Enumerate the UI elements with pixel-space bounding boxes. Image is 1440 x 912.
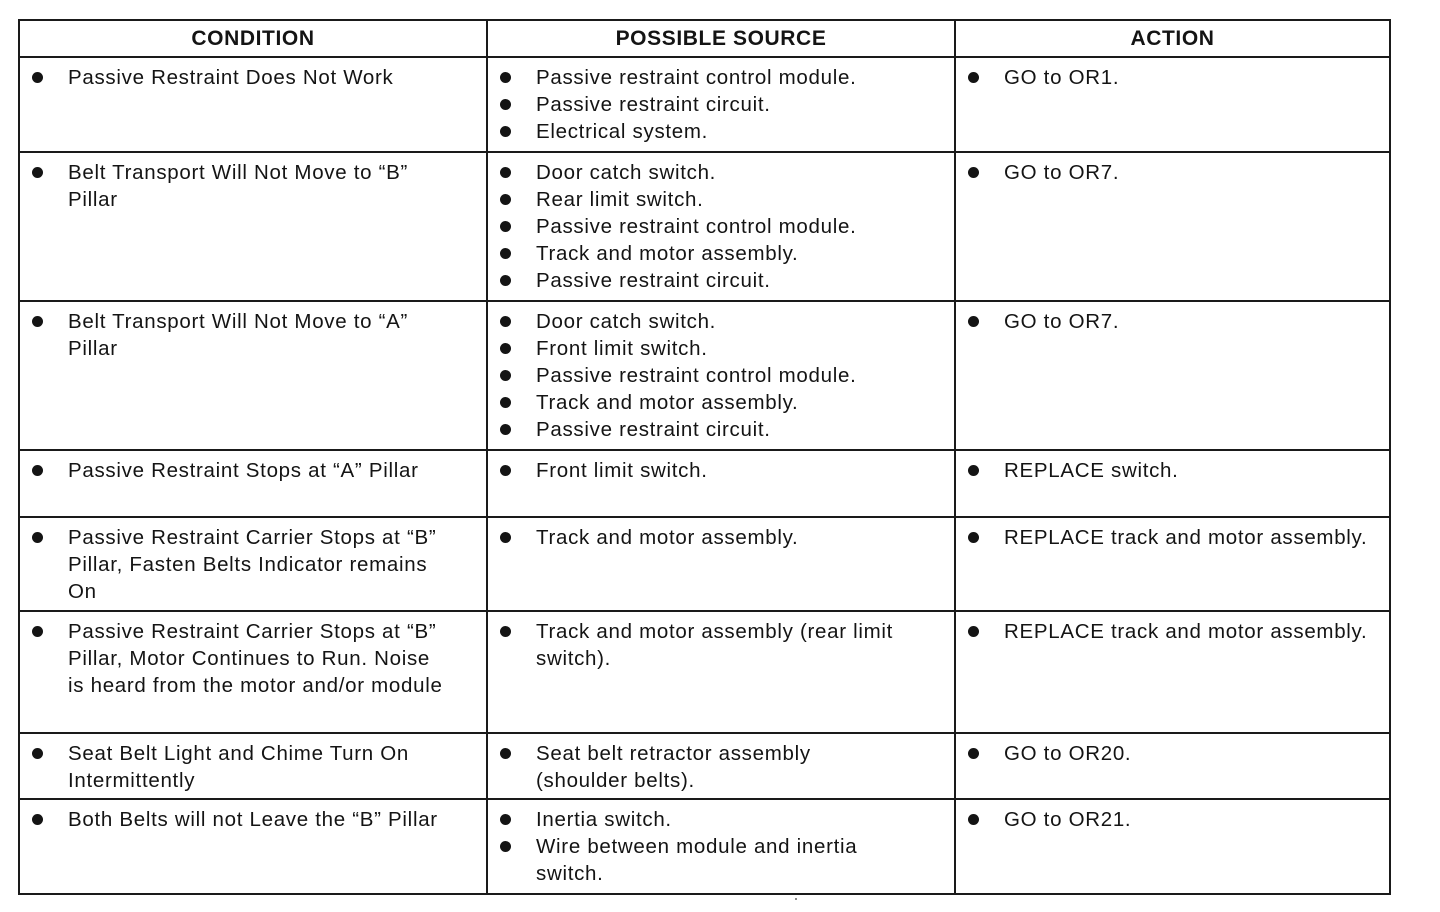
action-cell bbox=[955, 57, 1390, 152]
source-item: Track and motor assembly. bbox=[496, 524, 946, 551]
source-item: Inertia switch. bbox=[496, 806, 946, 833]
condition-text: Passive Restraint Stops at “A” Pillar bbox=[28, 457, 478, 484]
condition-text: Both Belts will not Leave the “B” Pillar bbox=[28, 806, 478, 833]
source-cell bbox=[487, 450, 955, 517]
action-cell bbox=[955, 517, 1390, 611]
source-item: Passive restraint circuit. bbox=[496, 416, 946, 443]
diagnosis-table-container bbox=[18, 19, 1389, 895]
condition-cell bbox=[19, 152, 487, 301]
diagnosis-table bbox=[18, 19, 1391, 895]
condition-text: Passive Restraint Carrier Stops at “B” Pillar, Fasten Belts Indicator remains On bbox=[28, 524, 478, 605]
action-cell bbox=[955, 301, 1390, 450]
action-item: GO to OR20. bbox=[964, 740, 1381, 767]
action-item: REPLACE switch. bbox=[964, 457, 1381, 484]
condition-text: Seat Belt Light and Chime Turn On Intermittently bbox=[28, 740, 478, 794]
condition-cell bbox=[19, 301, 487, 450]
source-item: Front limit switch. bbox=[496, 457, 946, 484]
source-item: Rear limit switch. bbox=[496, 186, 946, 213]
column-header-action: ACTION bbox=[955, 20, 1390, 57]
source-item: Track and motor assembly. bbox=[496, 240, 946, 267]
action-item: GO to OR7. bbox=[964, 308, 1381, 335]
action-item: REPLACE track and motor assembly. bbox=[964, 618, 1381, 645]
column-header-possible-source: POSSIBLE SOURCE bbox=[487, 20, 955, 57]
source-item: Track and motor assembly (rear limit switch). bbox=[496, 618, 946, 672]
source-item: Electrical system. bbox=[496, 118, 946, 145]
source-cell bbox=[487, 57, 955, 152]
condition-cell bbox=[19, 733, 487, 799]
action-cell bbox=[955, 733, 1390, 799]
action-cell bbox=[955, 152, 1390, 301]
condition-text: Belt Transport Will Not Move to “A” Pillar bbox=[28, 308, 478, 362]
source-cell bbox=[487, 301, 955, 450]
source-item: Door catch switch. bbox=[496, 308, 946, 335]
source-item: Passive restraint control module. bbox=[496, 64, 946, 91]
scan-speck bbox=[795, 898, 797, 900]
source-item: Passive restraint control module. bbox=[496, 213, 946, 240]
table-row bbox=[19, 799, 1390, 894]
source-cell bbox=[487, 611, 955, 733]
source-item: Seat belt retractor assembly (shoulder belts). bbox=[496, 740, 946, 794]
condition-text: Passive Restraint Does Not Work bbox=[28, 64, 478, 91]
source-item: Wire between module and inertia switch. bbox=[496, 833, 946, 887]
table-row bbox=[19, 301, 1390, 450]
column-header-condition: CONDITION bbox=[19, 20, 487, 57]
table-header-row bbox=[19, 20, 1390, 57]
source-cell bbox=[487, 733, 955, 799]
source-item: Door catch switch. bbox=[496, 159, 946, 186]
action-item: GO to OR1. bbox=[964, 64, 1381, 91]
condition-text: Passive Restraint Carrier Stops at “B” Pillar, Motor Continues to Run. Noise is heard from the motor and/or module bbox=[28, 618, 478, 699]
table-row bbox=[19, 517, 1390, 611]
action-item: GO to OR7. bbox=[964, 159, 1381, 186]
source-item: Track and motor assembly. bbox=[496, 389, 946, 416]
table-row bbox=[19, 57, 1390, 152]
action-item: GO to OR21. bbox=[964, 806, 1381, 833]
condition-cell bbox=[19, 57, 487, 152]
source-cell bbox=[487, 152, 955, 301]
table-row bbox=[19, 611, 1390, 733]
table-row bbox=[19, 152, 1390, 301]
action-cell bbox=[955, 799, 1390, 894]
source-item: Front limit switch. bbox=[496, 335, 946, 362]
condition-cell bbox=[19, 611, 487, 733]
action-cell bbox=[955, 611, 1390, 733]
action-item: REPLACE track and motor assembly. bbox=[964, 524, 1381, 551]
source-item: Passive restraint control module. bbox=[496, 362, 946, 389]
source-item: Passive restraint circuit. bbox=[496, 267, 946, 294]
source-item: Passive restraint circuit. bbox=[496, 91, 946, 118]
source-cell bbox=[487, 517, 955, 611]
table-row bbox=[19, 450, 1390, 517]
condition-text: Belt Transport Will Not Move to “B” Pillar bbox=[28, 159, 478, 213]
condition-cell bbox=[19, 799, 487, 894]
action-cell bbox=[955, 450, 1390, 517]
table-row bbox=[19, 733, 1390, 799]
condition-cell bbox=[19, 450, 487, 517]
source-cell bbox=[487, 799, 955, 894]
condition-cell bbox=[19, 517, 487, 611]
